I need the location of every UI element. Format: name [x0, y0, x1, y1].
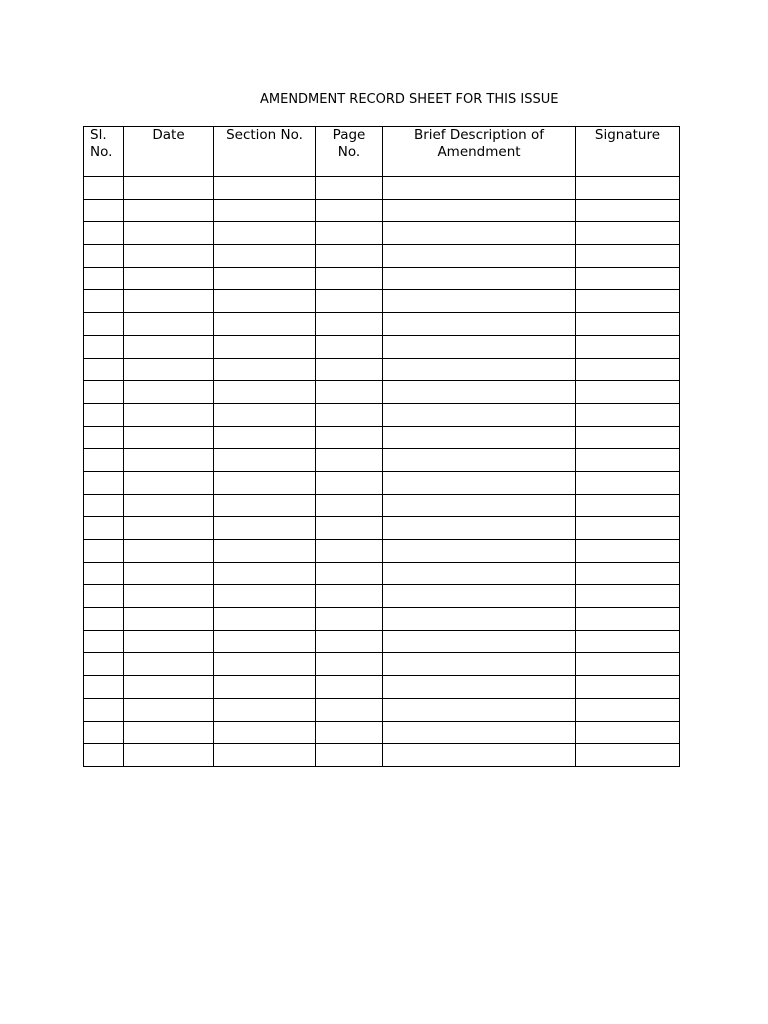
header-section-no	[214, 127, 316, 177]
table-row	[84, 562, 680, 585]
cell-date[interactable]	[124, 585, 214, 608]
cell-date[interactable]	[124, 449, 214, 472]
cell-description[interactable]	[383, 585, 576, 608]
cell-signature[interactable]	[576, 471, 680, 494]
cell-sl-no[interactable]	[84, 562, 124, 585]
table-body	[84, 177, 680, 767]
cell-section-no[interactable]	[214, 290, 316, 313]
table-row	[84, 267, 680, 290]
cell-description[interactable]	[383, 245, 576, 268]
cell-signature[interactable]	[576, 267, 680, 290]
cell-sl-no[interactable]	[84, 426, 124, 449]
cell-sl-no[interactable]	[84, 608, 124, 631]
cell-description[interactable]	[383, 494, 576, 517]
cell-sl-no[interactable]	[84, 540, 124, 563]
cell-description[interactable]	[383, 608, 576, 631]
cell-description[interactable]	[383, 313, 576, 336]
cell-sl-no[interactable]	[84, 494, 124, 517]
cell-description[interactable]	[383, 222, 576, 245]
table-row	[84, 222, 680, 245]
header-description	[383, 127, 576, 177]
cell-sl-no[interactable]	[84, 721, 124, 744]
cell-page-no[interactable]	[316, 653, 383, 676]
cell-date[interactable]	[124, 426, 214, 449]
cell-sl-no[interactable]	[84, 267, 124, 290]
cell-page-no[interactable]	[316, 358, 383, 381]
header-date	[124, 127, 214, 177]
cell-page-no[interactable]	[316, 313, 383, 336]
table-row	[84, 585, 680, 608]
cell-page-no[interactable]	[316, 290, 383, 313]
cell-page-no[interactable]	[316, 744, 383, 767]
cell-signature[interactable]	[576, 381, 680, 404]
cell-page-no[interactable]	[316, 245, 383, 268]
cell-date[interactable]	[124, 653, 214, 676]
cell-date[interactable]	[124, 562, 214, 585]
cell-sl-no[interactable]	[84, 245, 124, 268]
cell-page-no[interactable]	[316, 426, 383, 449]
cell-page-no[interactable]	[316, 381, 383, 404]
cell-section-no[interactable]	[214, 381, 316, 404]
cell-date[interactable]	[124, 313, 214, 336]
cell-signature[interactable]	[576, 540, 680, 563]
cell-description[interactable]	[383, 449, 576, 472]
cell-signature[interactable]	[576, 517, 680, 540]
cell-date[interactable]	[124, 199, 214, 222]
cell-section-no[interactable]	[214, 426, 316, 449]
cell-section-no[interactable]	[214, 177, 316, 200]
cell-sl-no[interactable]	[84, 517, 124, 540]
cell-page-no[interactable]	[316, 267, 383, 290]
cell-section-no[interactable]	[214, 313, 316, 336]
cell-sl-no[interactable]	[84, 313, 124, 336]
cell-signature[interactable]	[576, 721, 680, 744]
cell-date[interactable]	[124, 744, 214, 767]
table-row	[84, 653, 680, 676]
cell-section-no[interactable]	[214, 245, 316, 268]
table-row	[84, 245, 680, 268]
cell-page-no[interactable]	[316, 403, 383, 426]
cell-signature[interactable]	[576, 403, 680, 426]
cell-page-no[interactable]	[316, 449, 383, 472]
table-row	[84, 608, 680, 631]
cell-date[interactable]	[124, 608, 214, 631]
cell-sl-no[interactable]	[84, 199, 124, 222]
table-row	[84, 313, 680, 336]
cell-page-no[interactable]	[316, 177, 383, 200]
cell-description[interactable]	[383, 426, 576, 449]
cell-page-no[interactable]	[316, 335, 383, 358]
table-row	[84, 426, 680, 449]
cell-description[interactable]	[383, 403, 576, 426]
cell-page-no[interactable]	[316, 517, 383, 540]
cell-date[interactable]	[124, 540, 214, 563]
document-title: AMENDMENT RECORD SHEET FOR THIS ISSUE	[260, 92, 559, 107]
cell-date[interactable]	[124, 245, 214, 268]
cell-signature[interactable]	[576, 290, 680, 313]
cell-date[interactable]	[124, 494, 214, 517]
cell-section-no[interactable]	[214, 562, 316, 585]
table-header-row	[84, 127, 680, 177]
cell-date[interactable]	[124, 517, 214, 540]
cell-sl-no[interactable]	[84, 449, 124, 472]
table-row	[84, 381, 680, 404]
cell-section-no[interactable]	[214, 494, 316, 517]
cell-page-no[interactable]	[316, 630, 383, 653]
cell-signature[interactable]	[576, 177, 680, 200]
cell-description[interactable]	[383, 562, 576, 585]
cell-signature[interactable]	[576, 653, 680, 676]
table-row	[84, 494, 680, 517]
table-row	[84, 744, 680, 767]
cell-description[interactable]	[383, 381, 576, 404]
cell-description[interactable]	[383, 177, 576, 200]
table-row	[84, 698, 680, 721]
cell-date[interactable]	[124, 335, 214, 358]
cell-description[interactable]	[383, 630, 576, 653]
cell-date[interactable]	[124, 290, 214, 313]
cell-signature[interactable]	[576, 744, 680, 767]
cell-page-no[interactable]	[316, 676, 383, 699]
cell-signature[interactable]	[576, 630, 680, 653]
table-row	[84, 471, 680, 494]
cell-date[interactable]	[124, 676, 214, 699]
cell-section-no[interactable]	[214, 222, 316, 245]
cell-signature[interactable]	[576, 494, 680, 517]
cell-section-no[interactable]	[214, 744, 316, 767]
header-page-no	[316, 127, 383, 177]
cell-sl-no[interactable]	[84, 471, 124, 494]
cell-description[interactable]	[383, 335, 576, 358]
cell-signature[interactable]	[576, 358, 680, 381]
cell-sl-no[interactable]	[84, 177, 124, 200]
cell-page-no[interactable]	[316, 585, 383, 608]
cell-page-no[interactable]	[316, 698, 383, 721]
cell-signature[interactable]	[576, 245, 680, 268]
cell-description[interactable]	[383, 676, 576, 699]
cell-description[interactable]	[383, 267, 576, 290]
cell-description[interactable]	[383, 290, 576, 313]
cell-section-no[interactable]	[214, 199, 316, 222]
cell-description[interactable]	[383, 744, 576, 767]
table-row	[84, 335, 680, 358]
header-date-label: Date	[152, 127, 185, 143]
cell-section-no[interactable]	[214, 471, 316, 494]
cell-page-no[interactable]	[316, 199, 383, 222]
cell-signature[interactable]	[576, 313, 680, 336]
header-section-no-label: Section No.	[226, 127, 303, 143]
cell-date[interactable]	[124, 381, 214, 404]
cell-sl-no[interactable]	[84, 222, 124, 245]
cell-sl-no[interactable]	[84, 358, 124, 381]
table-row	[84, 630, 680, 653]
cell-description[interactable]	[383, 517, 576, 540]
cell-section-no[interactable]	[214, 608, 316, 631]
cell-sl-no[interactable]	[84, 630, 124, 653]
cell-sl-no[interactable]	[84, 698, 124, 721]
cell-page-no[interactable]	[316, 494, 383, 517]
cell-sl-no[interactable]	[84, 381, 124, 404]
cell-description[interactable]	[383, 471, 576, 494]
cell-signature[interactable]	[576, 585, 680, 608]
cell-section-no[interactable]	[214, 540, 316, 563]
table-row	[84, 449, 680, 472]
cell-section-no[interactable]	[214, 630, 316, 653]
cell-date[interactable]	[124, 471, 214, 494]
table-row	[84, 199, 680, 222]
cell-description[interactable]	[383, 199, 576, 222]
cell-date[interactable]	[124, 222, 214, 245]
cell-description[interactable]	[383, 653, 576, 676]
header-description-line2: Amendment	[437, 144, 521, 160]
table-row	[84, 517, 680, 540]
cell-page-no[interactable]	[316, 608, 383, 631]
cell-date[interactable]	[124, 630, 214, 653]
header-page-no-line2: No.	[337, 144, 361, 160]
cell-signature[interactable]	[576, 449, 680, 472]
cell-page-no[interactable]	[316, 562, 383, 585]
cell-signature[interactable]	[576, 199, 680, 222]
header-signature-label: Signature	[594, 127, 661, 143]
cell-sl-no[interactable]	[84, 335, 124, 358]
table-row	[84, 290, 680, 313]
cell-description[interactable]	[383, 540, 576, 563]
cell-section-no[interactable]	[214, 698, 316, 721]
cell-section-no[interactable]	[214, 403, 316, 426]
cell-description[interactable]	[383, 358, 576, 381]
header-description-line1: Brief Description of	[413, 127, 545, 143]
cell-page-no[interactable]	[316, 471, 383, 494]
cell-description[interactable]	[383, 698, 576, 721]
cell-page-no[interactable]	[316, 540, 383, 563]
cell-sl-no[interactable]	[84, 403, 124, 426]
cell-section-no[interactable]	[214, 358, 316, 381]
cell-sl-no[interactable]	[84, 290, 124, 313]
cell-date[interactable]	[124, 721, 214, 744]
table-row	[84, 721, 680, 744]
cell-signature[interactable]	[576, 676, 680, 699]
cell-page-no[interactable]	[316, 222, 383, 245]
table-row	[84, 358, 680, 381]
cell-signature[interactable]	[576, 698, 680, 721]
cell-section-no[interactable]	[214, 721, 316, 744]
cell-date[interactable]	[124, 403, 214, 426]
cell-section-no[interactable]	[214, 267, 316, 290]
cell-signature[interactable]	[576, 608, 680, 631]
cell-section-no[interactable]	[214, 585, 316, 608]
cell-section-no[interactable]	[214, 335, 316, 358]
cell-signature[interactable]	[576, 426, 680, 449]
header-sl-no-line2: No.	[90, 144, 113, 160]
cell-section-no[interactable]	[214, 676, 316, 699]
cell-date[interactable]	[124, 358, 214, 381]
cell-date[interactable]	[124, 698, 214, 721]
table-row	[84, 177, 680, 200]
header-sl-no-line1: Sl.	[90, 127, 107, 143]
header-sl-no	[84, 127, 124, 177]
table-row	[84, 403, 680, 426]
cell-sl-no[interactable]	[84, 653, 124, 676]
header-page-no-line1: Page	[332, 127, 366, 143]
cell-signature[interactable]	[576, 562, 680, 585]
amendment-record-table	[83, 126, 680, 767]
table-row	[84, 540, 680, 563]
cell-description[interactable]	[383, 721, 576, 744]
cell-signature[interactable]	[576, 222, 680, 245]
cell-sl-no[interactable]	[84, 676, 124, 699]
cell-section-no[interactable]	[214, 653, 316, 676]
cell-sl-no[interactable]	[84, 744, 124, 767]
cell-date[interactable]	[124, 267, 214, 290]
cell-page-no[interactable]	[316, 721, 383, 744]
cell-date[interactable]	[124, 177, 214, 200]
table-row	[84, 676, 680, 699]
cell-section-no[interactable]	[214, 449, 316, 472]
header-signature	[576, 127, 680, 177]
cell-section-no[interactable]	[214, 517, 316, 540]
cell-sl-no[interactable]	[84, 585, 124, 608]
cell-signature[interactable]	[576, 335, 680, 358]
